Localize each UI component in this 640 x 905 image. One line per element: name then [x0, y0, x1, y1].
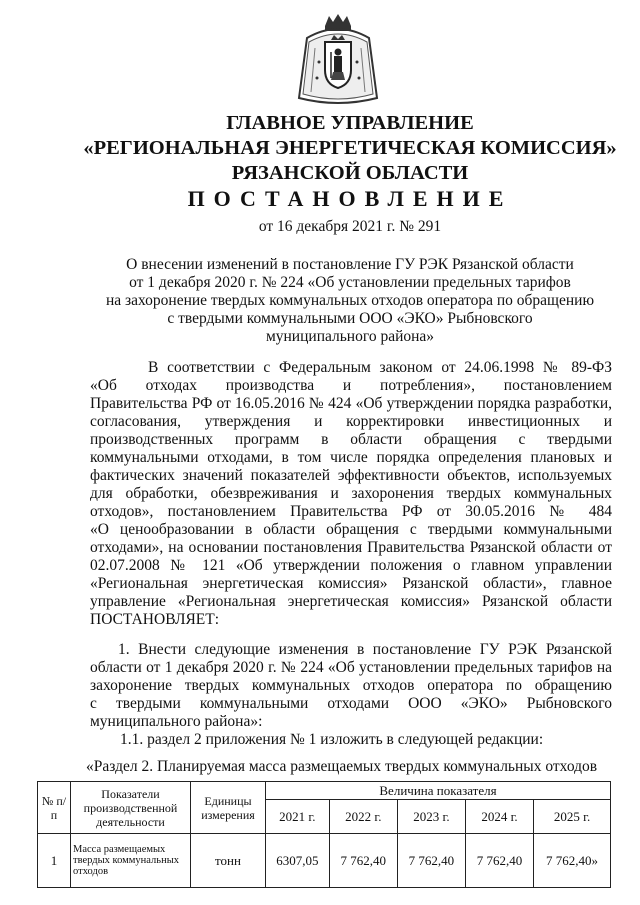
preamble-line: «Об отходах производства и потребления», постановлением — [90, 377, 612, 394]
preamble-line: согласования, утверждения и корректировки инвестиционных и — [90, 413, 612, 430]
table-header-year: 2024 г. — [465, 800, 533, 834]
org-name-line1: ГЛАВНОЕ УПРАВЛЕНИЕ — [226, 112, 474, 134]
planned-mass-table — [37, 781, 611, 888]
table-cell-value: 6307,05 — [266, 834, 330, 888]
subject-line: с твердыми коммунальными ООО «ЭКО» Рыбновского — [167, 310, 533, 327]
preamble-line: коммунальными отходами, в том числе порядка определения плановых и — [90, 449, 612, 466]
table-cell-value: 7 762,40 — [329, 834, 397, 888]
decree-word: ПОСТАНОВЛЯЕТ: — [90, 611, 220, 628]
item1-line: с твердыми коммунальными отходами ООО «ЭКО» Рыбновского — [90, 695, 612, 712]
table-header-year: 2025 г. — [534, 800, 611, 834]
table-header-indicator: Показатели производственной деятельности — [71, 782, 191, 834]
table-header-year: 2022 г. — [329, 800, 397, 834]
preamble-line: В соответствии с Федеральным законом от 24.06.1998 № 89-ФЗ — [148, 359, 612, 376]
section-title: «Раздел 2. Планируемая масса размещаемых твердых коммунальных отходов — [86, 758, 598, 775]
subject-line: О внесении изменений в постановление ГУ РЭК Рязанской области — [126, 256, 574, 273]
table-cell-indicator: Масса размещаемых твердых коммунальных отходов — [71, 834, 191, 888]
preamble-line: «Региональная энергетическая комиссия» Рязанской области», главное — [90, 575, 612, 592]
preamble-line: фактических значений показателей эффективности объектов, используемых — [90, 467, 612, 484]
table-header-year: 2021 г. — [266, 800, 330, 834]
document-type-title: ПОСТАНОВЛЕНИЕ — [187, 186, 513, 211]
preamble-line: 02.07.2008 № 121 «Об утверждении положения о главном управлении — [90, 557, 612, 574]
preamble-line: для обработки, обезвреживания и захоронения твердых коммунальных — [90, 485, 612, 502]
org-name-line2: «РЕГИОНАЛЬНАЯ ЭНЕРГЕТИЧЕСКАЯ КОМИССИЯ» — [83, 137, 617, 159]
subject-line: муниципального района» — [265, 328, 435, 345]
preamble-line: производственных программ в области обращения с твердыми — [90, 431, 612, 448]
table-header-num: № п/п — [38, 782, 71, 834]
preamble-line: «О ценообразовании в области обращения с твердыми коммунальными — [90, 521, 612, 538]
table-header-value: Величина показателя — [266, 782, 611, 800]
table-cell-value: 7 762,40» — [534, 834, 611, 888]
org-name-line3: РЯЗАНСКОЙ ОБЛАСТИ — [231, 162, 469, 184]
item1-line: области от 1 декабря 2020 г. № 224 «Об установлении предельных тарифов на — [90, 659, 612, 676]
item1-1-line: 1.1. раздел 2 приложения № 1 изложить в следующей редакции: — [120, 731, 544, 748]
subject-line: на захоронение твердых коммунальных отходов оператора по обращению — [105, 292, 595, 309]
preamble-line: отходами», на основании постановления Правительства Рязанской области от — [90, 539, 612, 556]
table-header-unit: Единицы измерения — [191, 782, 266, 834]
preamble-line: отходов», постановлением Правительства РФ от 30.05.2016 № 484 — [90, 503, 612, 520]
table-cell-num: 1 — [38, 834, 71, 888]
coat-of-arms-emblem — [295, 12, 381, 108]
preamble-line: Правительства РФ от 16.05.2016 № 424 «Об утверждении порядка разработки, — [90, 395, 612, 412]
table-cell-unit: тонн — [191, 834, 266, 888]
document-date-number: от 16 декабря 2021 г. № 291 — [258, 218, 442, 235]
preamble-line: управление «Региональная энергетическая комиссия» Рязанской области — [90, 593, 612, 610]
item1-line: 1. Внести следующие изменения в постановление ГУ РЭК Рязанской — [118, 641, 612, 658]
item1-line: захоронение твердых коммунальных отходов оператора по обращению — [90, 677, 612, 694]
item1-line: муниципального района»: — [90, 713, 263, 730]
table-cell-value: 7 762,40 — [397, 834, 465, 888]
table-row — [38, 834, 611, 888]
table-cell-value: 7 762,40 — [465, 834, 533, 888]
subject-line: от 1 декабря 2020 г. № 224 «Об установлении предельных тарифов — [129, 274, 571, 291]
table-header-year: 2023 г. — [397, 800, 465, 834]
